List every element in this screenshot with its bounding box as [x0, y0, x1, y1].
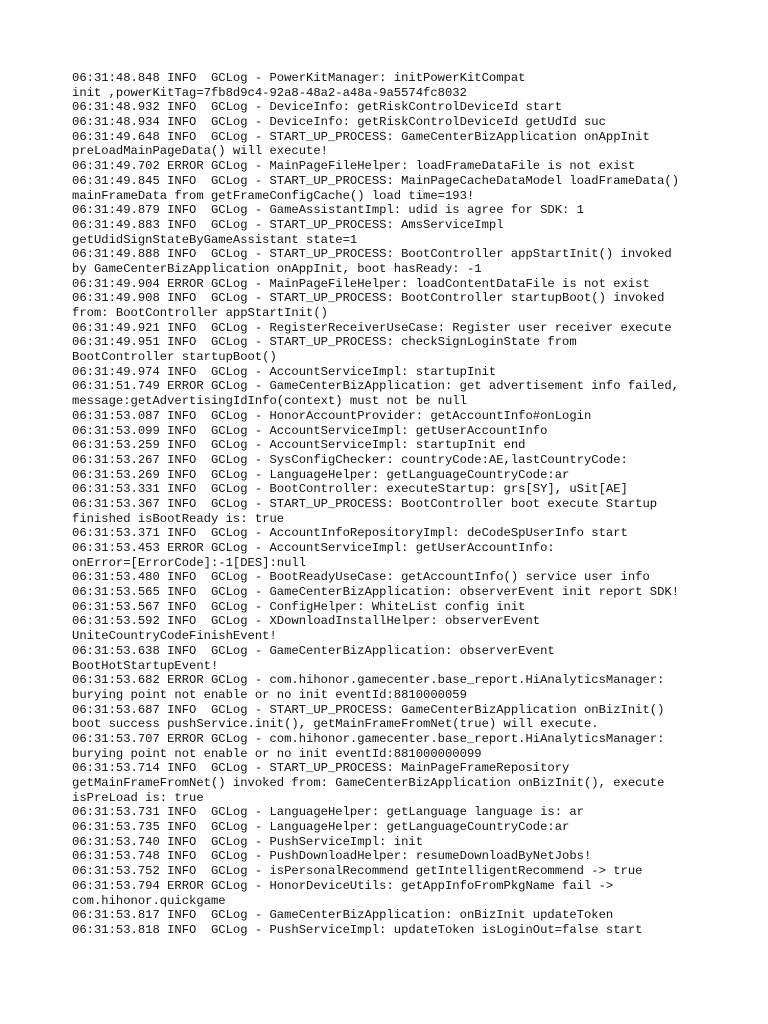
- log-line: burying point not enable or no init eventId:8810000059: [72, 687, 467, 702]
- log-line: com.hihonor.quickgame: [72, 893, 226, 908]
- log-line: 06:31:49.904 ERROR GCLog - MainPageFileHelper: loadContentDataFile is not exist: [72, 276, 650, 291]
- log-line: 06:31:49.908 INFO GCLog - START_UP_PROCESS: BootController startupBoot() invoked: [72, 291, 665, 306]
- log-line: 06:31:49.702 ERROR GCLog - MainPageFileHelper: loadFrameDataFile is not exist: [72, 159, 636, 174]
- log-line: 06:31:53.269 INFO GCLog - LanguageHelper: getLanguageCountryCode:ar: [72, 467, 570, 482]
- log-line: 06:31:49.921 INFO GCLog - RegisterReceiverUseCase: Register user receiver execute: [72, 320, 672, 335]
- log-document: [72, 71, 752, 938]
- log-line: 06:31:53.682 ERROR GCLog - com.hihonor.gamecenter.base_report.HiAnalyticsManager:: [72, 673, 665, 688]
- log-line: 06:31:53.480 INFO GCLog - BootReadyUseCase: getAccountInfo() service user info: [72, 570, 650, 585]
- log-line: 06:31:48.934 INFO GCLog - DeviceInfo: getRiskControlDeviceId getUdId suc: [72, 115, 606, 130]
- log-line: boot success pushService.init(), getMainFrameFromNet(true) will execute.: [72, 717, 599, 732]
- log-line: 06:31:53.367 INFO GCLog - START_UP_PROCESS: BootController boot execute Startup: [72, 496, 658, 511]
- log-line: 06:31:53.748 INFO GCLog - PushDownloadHelper: resumeDownloadByNetJobs!: [72, 849, 592, 864]
- log-line: getUdidSignStateByGameAssistant state=1: [72, 232, 358, 247]
- log-line: 06:31:53.707 ERROR GCLog - com.hihonor.gamecenter.base_report.HiAnalyticsManager:: [72, 731, 665, 746]
- log-line: 06:31:49.879 INFO GCLog - GameAssistantImpl: udid is agree for SDK: 1: [72, 203, 584, 218]
- log-line: 06:31:53.794 ERROR GCLog - HonorDeviceUtils: getAppInfoFromPkgName fail ->: [72, 878, 614, 893]
- log-line: 06:31:53.099 INFO GCLog - AccountServiceImpl: getUserAccountInfo: [72, 423, 548, 438]
- log-line: init ,powerKitTag=7fb8d9c4-92a8-48a2-a48a-9a5574fc8032: [72, 85, 467, 100]
- log-line: mainFrameData from getFrameConfigCache() load time=193!: [72, 188, 475, 203]
- log-line: getMainFrameFromNet() invoked from: GameCenterBizApplication onBizInit(), execute: [72, 776, 665, 790]
- log-line: finished isBootReady is: true: [72, 511, 285, 526]
- log-line: 06:31:49.648 INFO GCLog - START_UP_PROCESS: GameCenterBizApplication onAppInit: [72, 129, 650, 144]
- log-line: from: BootController appStartInit(): [72, 306, 328, 320]
- log-line: 06:31:53.735 INFO GCLog - LanguageHelper: getLanguageCountryCode:ar: [72, 820, 570, 835]
- log-line: BootController startupBoot(): [72, 350, 277, 365]
- log-line: 06:31:53.087 INFO GCLog - HonorAccountProvider: getAccountInfo#onLogin: [72, 408, 592, 423]
- log-line: 06:31:53.453 ERROR GCLog - AccountServiceImpl: getUserAccountInfo:: [72, 541, 555, 555]
- log-line: 06:31:49.883 INFO GCLog - START_UP_PROCESS: AmsServiceImpl: [72, 217, 504, 232]
- log-line: preLoadMainPageData() will execute!: [72, 144, 328, 159]
- log-line: 06:31:53.592 INFO GCLog - XDownloadInstallHelper: observerEvent: [72, 614, 541, 629]
- log-line: 06:31:53.259 INFO GCLog - AccountServiceImpl: startupInit end: [72, 438, 526, 453]
- log-line: 06:31:53.638 INFO GCLog - GameCenterBizApplication: observerEvent: [72, 643, 555, 658]
- log-line: 06:31:53.371 INFO GCLog - AccountInfoRepositoryImpl: deCodeSpUserInfo start: [72, 526, 628, 541]
- log-line: isPreLoad is: true: [72, 790, 204, 805]
- log-line: 06:31:51.749 ERROR GCLog - GameCenterBizApplication: get advertisement info failed,: [72, 379, 680, 394]
- log-line: 06:31:53.714 INFO GCLog - START_UP_PROCESS: MainPageFrameRepository: [72, 761, 570, 776]
- log-line: 06:31:48.932 INFO GCLog - DeviceInfo: getRiskControlDeviceId start: [72, 100, 563, 115]
- log-line: onError=[ErrorCode]:-1[DES]:null: [72, 555, 307, 570]
- log-line: 06:31:53.752 INFO GCLog - isPersonalRecommend getIntelligentRecommend -> true: [72, 864, 643, 879]
- log-line: burying point not enable or no init eventId:881000000099: [72, 746, 482, 761]
- log-line: 06:31:53.731 INFO GCLog - LanguageHelper: getLanguage language is: ar: [72, 805, 584, 820]
- log-line: 06:31:49.888 INFO GCLog - START_UP_PROCESS: BootController appStartInit() invoked: [72, 247, 672, 262]
- log-line: 06:31:49.845 INFO GCLog - START_UP_PROCESS: MainPageCacheDataModel loadFrameData(): [72, 173, 680, 188]
- log-line: 06:31:53.567 INFO GCLog - ConfigHelper: WhiteList config init: [72, 599, 526, 614]
- log-line: BootHotStartupEvent!: [72, 658, 219, 673]
- log-line: 06:31:53.267 INFO GCLog - SysConfigChecker: countryCode:AE,lastCountryCode:: [72, 452, 628, 467]
- log-line: 06:31:53.331 INFO GCLog - BootController: executeStartup: grs[SY], uSit[AE]: [72, 482, 628, 497]
- log-line: by GameCenterBizApplication onAppInit, boot hasReady: -1: [72, 261, 482, 276]
- log-line: 06:31:53.740 INFO GCLog - PushServiceImpl: init: [72, 834, 424, 849]
- log-line: 06:31:49.974 INFO GCLog - AccountServiceImpl: startupInit: [72, 364, 497, 379]
- log-line: 06:31:53.818 INFO GCLog - PushServiceImpl: updateToken isLoginOut=false start: [72, 922, 643, 937]
- log-line: 06:31:53.565 INFO GCLog - GameCenterBizApplication: observerEvent init report SDK!: [72, 585, 680, 600]
- log-line: UniteCountryCodeFinishEvent!: [72, 629, 277, 644]
- log-line: 06:31:48.848 INFO GCLog - PowerKitManager: initPowerKitCompat: [72, 71, 526, 85]
- log-line: 06:31:53.817 INFO GCLog - GameCenterBizApplication: onBizInit updateToken: [72, 908, 614, 923]
- log-line: message:getAdvertisingIdInfo(context) must not be null: [72, 394, 467, 409]
- log-line: 06:31:53.687 INFO GCLog - START_UP_PROCESS: GameCenterBizApplication onBizInit(): [72, 702, 665, 717]
- log-line: 06:31:49.951 INFO GCLog - START_UP_PROCESS: checkSignLoginState from: [72, 335, 577, 350]
